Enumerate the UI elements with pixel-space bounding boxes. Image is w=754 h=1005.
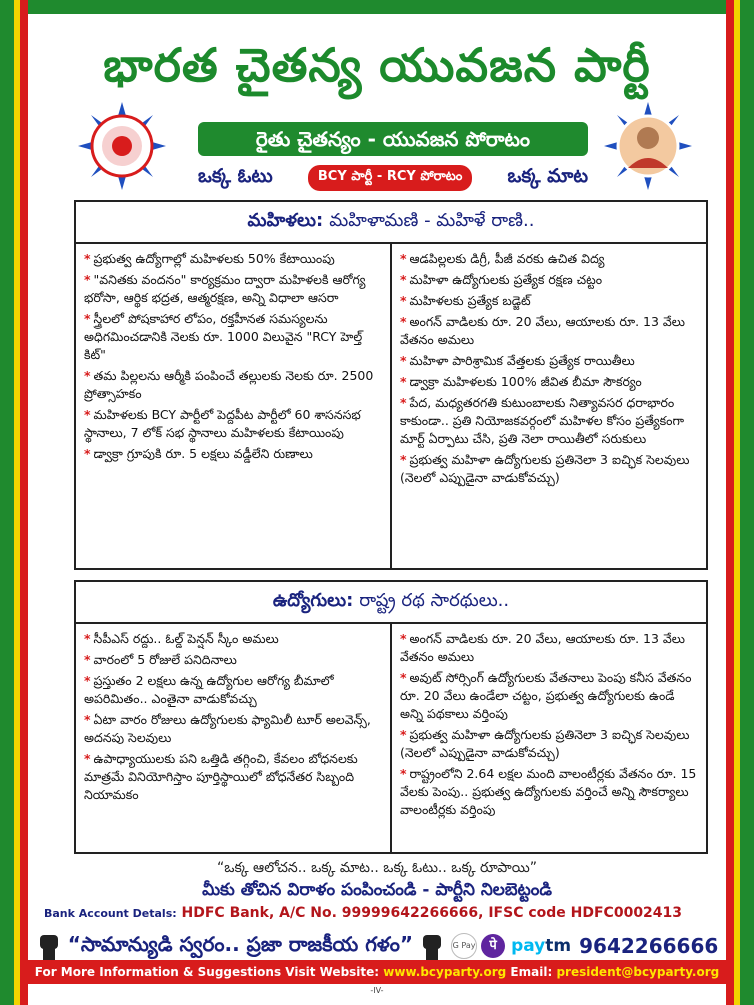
women-header-bold: మహిళలు:	[247, 209, 324, 231]
quote-line: “ఒక్క ఆలోచన.. ఒక్క మాట.. ఒక్క ఓటు.. ఒక్క రూపాయి”	[217, 860, 537, 876]
employees-header-bold: ఉద్యోగులు:	[272, 589, 354, 611]
list-item: * రాష్ట్రంలోని 2.64 లక్షల మంది వాలంటీర్లకు వేతనం రూ. 15 వేలకు పెంపు.. ప్రభుత్వ ఉద్యోగులకు వర్తించే అన్ని సౌకర్యాలు వాలంటీర్లకు వర్తింపు	[400, 766, 697, 817]
payment-methods	[451, 933, 718, 959]
party-logo	[78, 102, 166, 190]
women-left-column	[76, 244, 390, 568]
women-right-column	[390, 244, 706, 568]
list-item: * ప్రభుత్వ మహిళా ఉద్యోగులకు ప్రతినెలా 3 ఐచ్ఛిక సెలవులు (నెలలో ఎప్పుడైనా వాడుకోవచ్చు)	[400, 727, 690, 760]
list-item: * ఏటా వారం రోజులు ఉద్యోగులకు ఫ్యామిలీ టూర్ అలవెన్స్, అదనపు సెలవులు	[84, 712, 371, 745]
border-green-left	[0, 0, 14, 1005]
phonepe-icon: पे	[481, 934, 505, 958]
list-item: * ప్రభుత్వ ఉద్యోగాల్లో మహిళలకు 50% కేటాయింపు	[84, 251, 335, 266]
gpay-icon: G Pay	[451, 933, 477, 959]
page-number: -IV-	[370, 986, 384, 995]
employees-header-rest: రాష్ట్ర రథ సారథులు..	[359, 589, 510, 611]
border-yellow-right	[734, 0, 740, 1005]
list-item: * ప్రస్తుతం 2 లక్షలు ఉన్న ఉద్యోగుల ఆరోగ్య బీమాలో అపరిమితం.. ఎంతైనా వాడుకోవచ్చు	[84, 673, 334, 706]
bank-label: Bank Account Detals:	[44, 907, 177, 920]
list-item: * అంగన్ వాడిలకు రూ. 20 వేలు, ఆయాలకు రూ. 13 వేలు వేతనం అమలు	[400, 631, 685, 664]
employees-header	[74, 580, 708, 624]
payment-phone: 9642266666	[579, 934, 719, 958]
border-red-right	[726, 0, 734, 1005]
list-item: * పేద, మధ్యతరగతి కుటుంబాలకు నిత్యావసర ధరాభారం కాకుండా.. ప్రతి నియోజకవర్గంలో మహిళల కోసం ప్రత్యేకంగా మార్ట్ ఏర్పాటు చేసి, ప్రతి నెలా రాయితీలో సరుకులు	[400, 395, 684, 446]
list-item: * డ్వాక్రా గ్రూపుకి రూ. 5 లక్షలు వడ్డీలేని రుణాలు	[84, 446, 313, 461]
bank-info: HDFC Bank, A/C No. 99999642266666, IFSC code HDFC0002413	[181, 905, 683, 921]
women-header	[74, 200, 708, 244]
border-green-right	[740, 0, 754, 1005]
employees-right-column	[390, 624, 706, 852]
donation-appeal: మీకు తోచిన విరాళం పంపించండి - పార్టీని నిలబెట్టండి	[202, 880, 552, 900]
tagline-right: ఒక్క మాట	[507, 164, 588, 187]
tagline-pill: BCY పార్టీ - RCY పోరాటం	[308, 165, 472, 191]
list-item: * ప్రభుత్వ మహిళా ఉద్యోగులకు ప్రతినెలా 3 ఐచ్ఛిక సెలవులు (నెలలో ఎప్పుడైనా వాడుకోవచ్చు)	[400, 452, 690, 485]
tagline-left: ఒక్క ఓటు	[198, 164, 273, 187]
list-item: * డ్వాక్రా మహిళలకు 100% జీవిత బీమా సౌకర్యం	[400, 374, 642, 389]
leader-portrait	[604, 102, 692, 190]
employees-left-column	[76, 624, 390, 852]
footer-bar: For More Information & Suggestions Visit Website: www.bcyparty.org Email: president@bcyparty.org	[28, 960, 726, 984]
party-title: భారత చైతన్య యువజన పార్టీ	[103, 38, 651, 92]
border-red-left	[20, 0, 28, 1005]
bank-details	[44, 905, 726, 921]
list-item: * స్త్రీలలో పోషకాహార లోపం, రక్తహీనత సమస్యలను అధిగమించడానికి నెలకు రూ. 1000 విలువైన "RCY హెల్త్ కిట్"	[84, 311, 363, 362]
list-item: * సీపీఎస్ రద్దు.. ఓల్డ్ పెన్షన్ స్కీం అమలు	[84, 631, 279, 646]
website-link[interactable]: www.bcyparty.org	[383, 965, 507, 979]
women-header-rest: మహిళామణి - మహిళే రాణి..	[329, 209, 535, 231]
list-item: * అవుట్ సోర్సింగ్ ఉద్యోగులకు వేతనాలు పెంపు కనీస వేతనం రూ. 20 వేలు ఉండేలా చట్టం, ప్రభుత్వ ఉద్యోగులకు ఉండే అన్ని పథకాలు వర్తింపు	[400, 670, 692, 721]
list-item: * ఆడపిల్లలకు డిగ్రీ, పీజీ వరకు ఉచిత విద్య	[400, 251, 605, 266]
employees-section	[74, 580, 708, 854]
paytm-icon: paytm	[511, 936, 572, 956]
women-section	[74, 200, 708, 570]
party-subtitle: రైతు చైతన్యం - యువజన పోరాటం	[198, 122, 588, 156]
list-item: * మహిళా పారిశ్రామిక వేత్తలకు ప్రత్యేక రాయితీలు	[400, 353, 635, 368]
list-item: * తమ పిల్లలను ఆర్మీకి పంపించే తల్లులకు నెలకు రూ. 2500 ప్రోత్సాహకం	[84, 368, 374, 401]
tagline	[198, 164, 588, 192]
fist-icon	[419, 931, 445, 961]
poster	[28, 0, 726, 1005]
email-link[interactable]: president@bcyparty.org	[556, 965, 720, 979]
fist-icon	[36, 931, 62, 961]
list-item: * మహిళలకు ప్రత్యేక బడ్జెట్	[400, 293, 531, 308]
list-item: * ఉపాధ్యాయులకు పని ఒత్తిడి తగ్గించి, కేవలం బోధనలకు మాత్రమే వినియోగిస్తాం పూర్తిస్థాయిలో బోధనేతర సిబ్బంది నియామకం	[84, 751, 358, 802]
list-item: * అంగన్ వాడిలకు రూ. 20 వేలు, ఆయాలకు రూ. 13 వేలు వేతనం అమలు	[400, 314, 685, 347]
slogan-text: “సామాన్యుడి స్వరం.. ప్రజా రాజకీయ గళం”	[67, 931, 414, 956]
list-item: * "వనితకు వందనం" కార్యక్రమం ద్వారా మహిళలకి ఆరోగ్య భరోసా, ఆర్థిక భద్రత, ఆత్మరక్షణ, అన్ని విధాలా ఆసరా	[84, 272, 366, 305]
list-item: * మహిళలకు BCY పార్టీలో పెద్దపీట పార్టీలో 60 శాసనసభ స్థానాలు, 7 లోక్ సభ స్థానాలు మహిళలకు కేటాయింపు	[84, 407, 361, 440]
list-item: * మహిళా ఉద్యోగులకు ప్రత్యేక రక్షణ చట్టం	[400, 272, 603, 287]
list-item: * వారంలో 5 రోజులే పనిదినాలు	[84, 652, 237, 667]
